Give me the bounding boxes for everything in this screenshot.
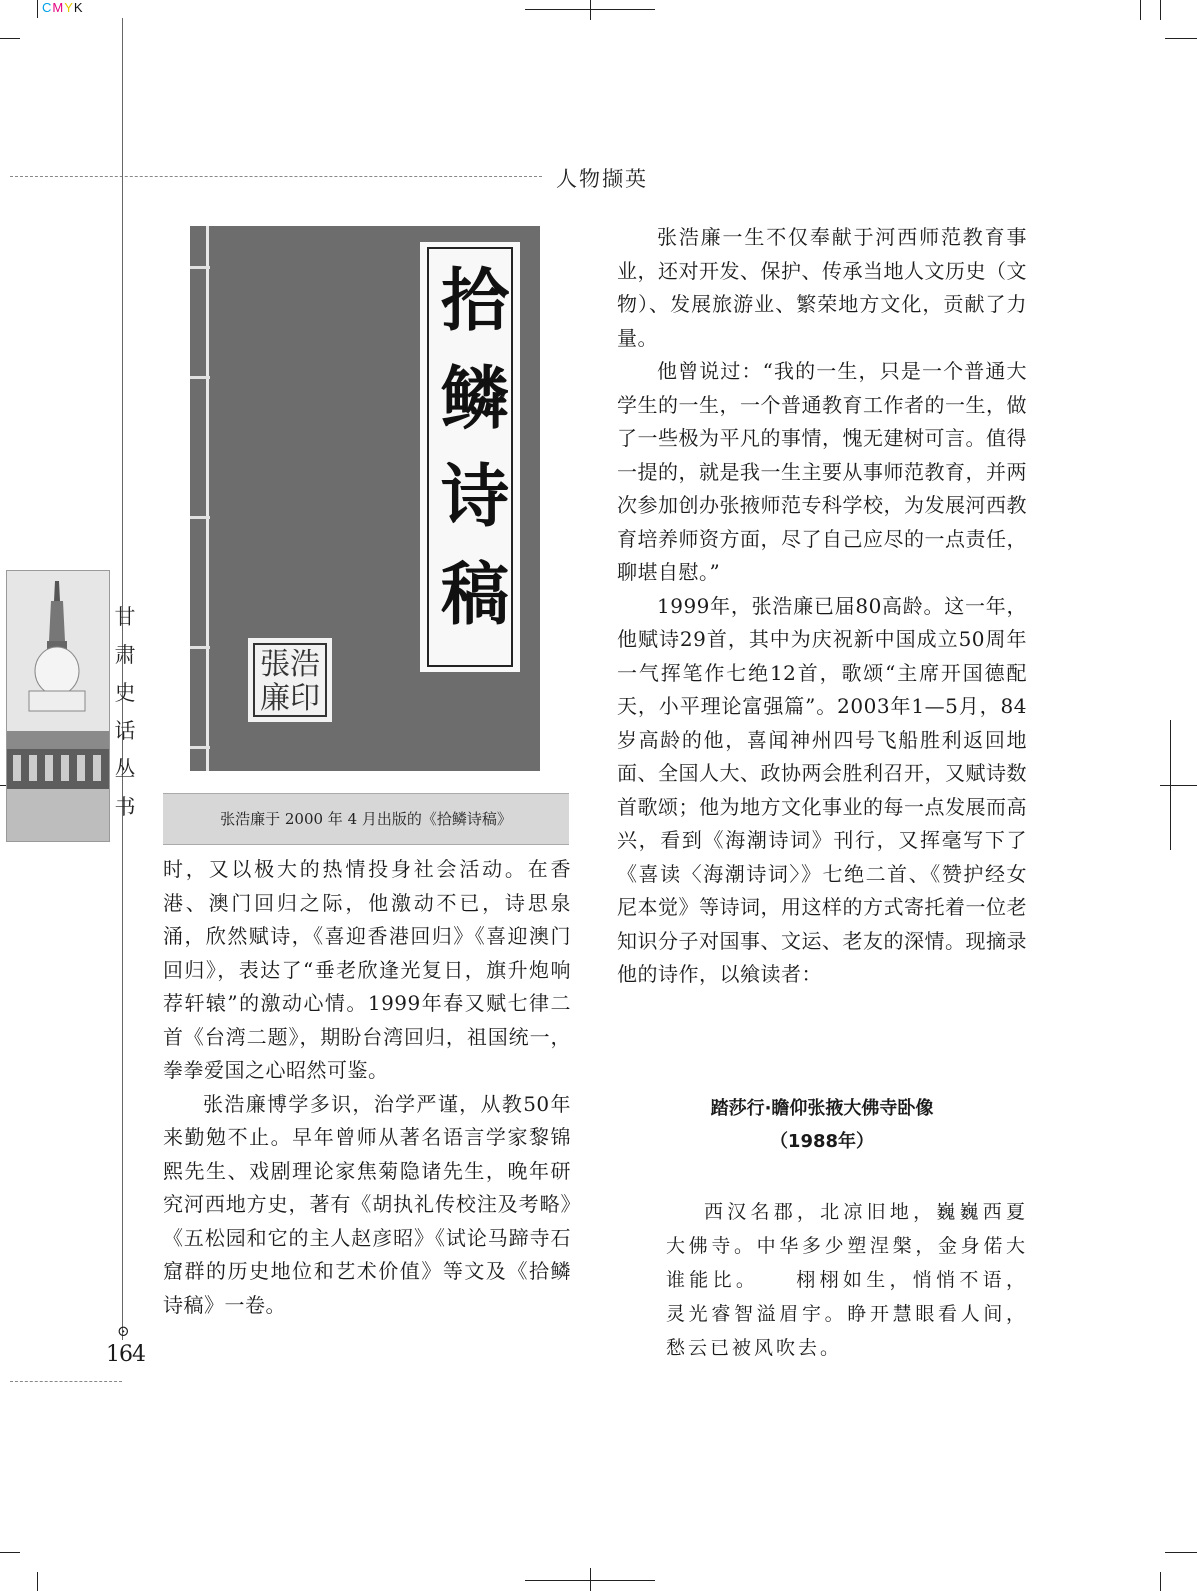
page-number: 164 bbox=[106, 1342, 145, 1367]
crop-mark bbox=[37, 0, 38, 18]
header-rule bbox=[10, 176, 542, 177]
paragraph: 张浩廉一生不仅奉献于河西师范教育事业，还对开发、保护、传承当地人文历史（文物）、发展旅游业、繁荣地方文化，贡献了力量。 bbox=[617, 225, 1027, 350]
left-column bbox=[163, 853, 571, 1322]
poem-year: （1988年） bbox=[769, 1131, 875, 1152]
poem-title: 踏莎行·瞻仰张掖大佛寺卧像 bbox=[710, 1098, 934, 1119]
crop-mark bbox=[590, 0, 591, 20]
paragraph: 时，又以极大的热情投身社会活动。在香港、澳门回归之际，他激动不已，诗思泉涌，欣然赋诗，《喜迎香港回归》《喜迎澳门回归》，表达了“垂老欣逢光复日，旗升炮响荐轩辕”的激动心情。1999年春又赋七律二首《台湾二题》，期盼台湾回归，祖国统一，拳拳爱国之心昭然可鉴。 bbox=[163, 857, 571, 1082]
crop-mark bbox=[0, 1552, 20, 1553]
author-seal: 張浩廉印 bbox=[260, 647, 320, 716]
section-title: 人物撷英 bbox=[556, 167, 648, 191]
crop-mark bbox=[1160, 0, 1161, 20]
pagoda-photo bbox=[6, 570, 110, 842]
crop-mark bbox=[590, 1568, 591, 1591]
paragraph: 他曾说过：“我的一生，只是一个普通大学生的一生，一个普通教育工作者的一生，做了一些极为平凡的事情，愧无建树可言。值得一提的，就是我一生主要从事师范教育，并两次参加创办张掖师范专科学校，为发展河西教育培养师资方面，尽了自己应尽的一点责任，聊堪自慰。” bbox=[617, 359, 1027, 584]
crop-mark bbox=[1160, 1572, 1161, 1591]
paragraph: 张浩廉博学多识，治学严谨，从教50年来勤勉不止。早年曾师从著名语言学家黎锦熙先生、戏剧理论家焦菊隐诸先生，晚年研究河西地方史，著有《胡执礼传校注及考略》《五松园和它的主人赵彦昭》《试论马蹄寺石窟群的历史地位和艺术价值》等文及《拾鳞诗稿》一卷。 bbox=[163, 1091, 571, 1317]
right-column bbox=[617, 221, 1027, 992]
crop-mark bbox=[1140, 0, 1141, 20]
crop-mark bbox=[0, 38, 20, 39]
cmyk-marks: CMYK bbox=[42, 0, 84, 15]
paragraph: 1999年，张浩廉已届80高龄。这一年，他赋诗29首，其中为庆祝新中国成立50周年一气挥笔作七绝12首，歌颂“主席开国德配天，小平理论富强篇”。2003年1—5月，84岁高龄的他，喜闻神州四号飞船胜利返回地面、全国人大、政协两会胜利召开，又赋诗数首歌颂；他为地方文化事业的每一点发展而高兴，看到《海潮诗词》刊行，又挥毫写下了《喜读〈海潮诗词〉》七绝二首、《赞护经女尼本觉》等诗词，用这样的方式寄托着一位老知识分子对国事、文运、老友的深情。现摘录他的诗作，以飨读者： bbox=[617, 593, 1027, 986]
poem-heading bbox=[617, 1092, 1027, 1158]
footer-rule bbox=[10, 1381, 122, 1382]
page-circle-icon: ⊙ bbox=[117, 1322, 130, 1340]
crop-mark bbox=[1165, 38, 1197, 39]
book-title: 拾 鳞 诗 稿 bbox=[440, 261, 509, 635]
figure-caption: 张浩廉于 2000 年 4 月出版的《拾鳞诗稿》 bbox=[220, 810, 512, 828]
crop-mark bbox=[37, 1572, 38, 1591]
figure-caption-box bbox=[163, 793, 569, 845]
crop-mark bbox=[1160, 785, 1197, 786]
crop-mark bbox=[1165, 1552, 1197, 1553]
poem-body: 西汉名郡，北凉旧地，巍巍西夏大佛寺。中华多少塑涅槃，金身偌大谁能比。 栩栩如生，悄悄不语，灵光睿智溢眉宇。睁开慧眼看人间，愁云已被风吹去。 bbox=[666, 1201, 1028, 1359]
series-title: 甘 肃 史 话 丛 书 bbox=[114, 605, 136, 819]
